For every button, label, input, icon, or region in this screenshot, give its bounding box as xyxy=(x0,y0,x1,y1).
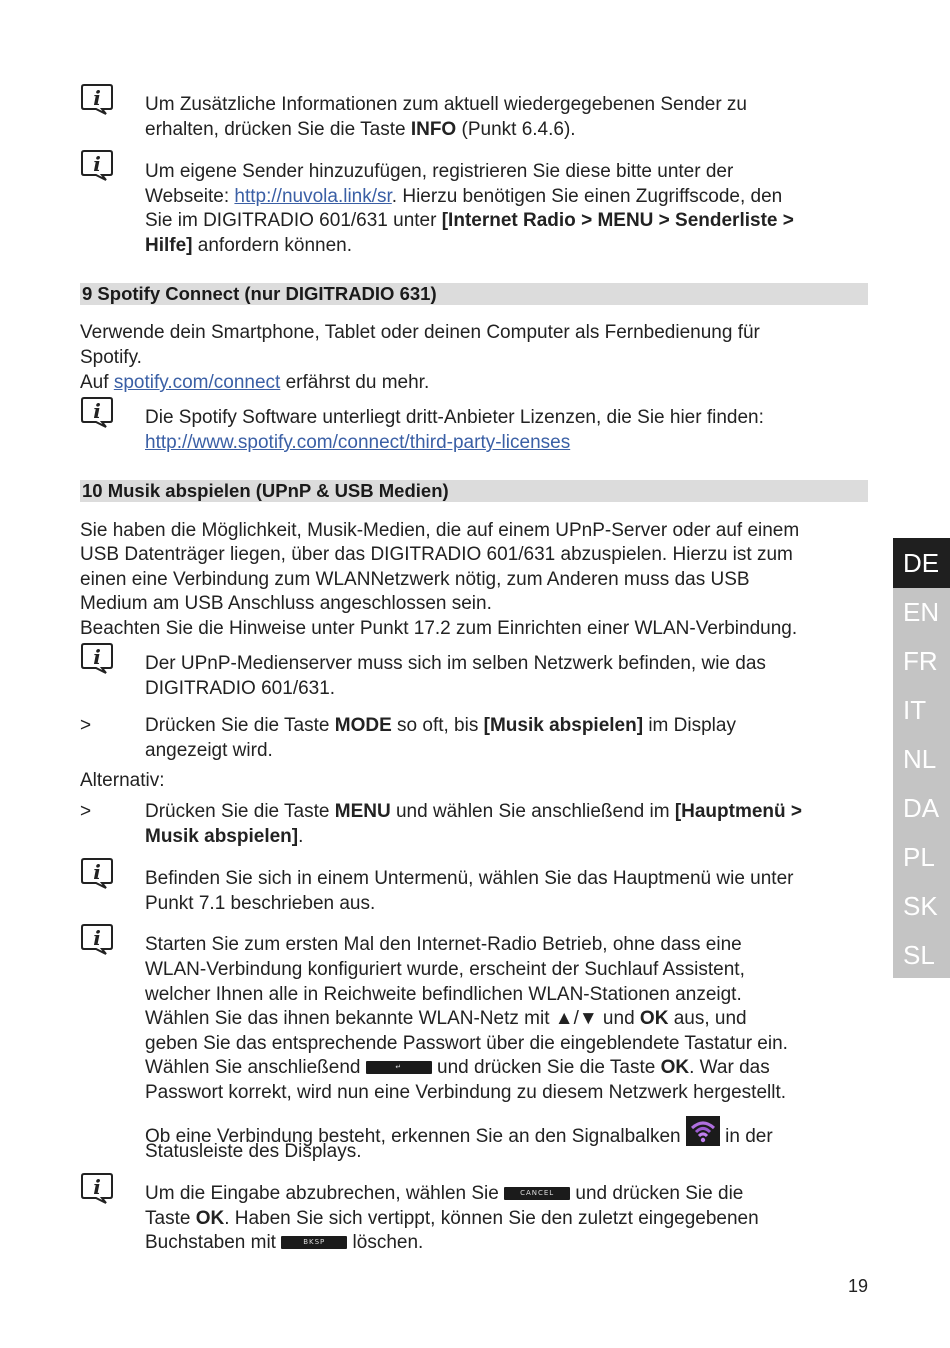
music-text-line-2: USB Datenträger liegen, über das DIGITRADIO 601/631 abzuspielen. Hierzu ist zum xyxy=(80,544,793,565)
info-icon xyxy=(80,856,114,890)
wlan-note-line-4: Wählen Sie das ihnen bekannte WLAN-Netz mit ▲/▼ und OK aus, und xyxy=(145,1008,747,1029)
spotify-text-line-3: Auf spotify.com/connect erfährst du mehr. xyxy=(80,372,430,393)
note-sender-line-1: Um eigene Sender hinzuzufügen, registrieren Sie diese bitte unter der xyxy=(145,161,734,182)
wlan-note-line-7: Passwort korrekt, wird nun eine Verbindung zu diesem Netzwerk hergestellt. xyxy=(145,1082,787,1103)
wlan-note-line-6: Wählen Sie anschließend ↵ und drücken Sie die Taste OK. War das xyxy=(145,1057,770,1078)
wlan-note-line-1: Starten Sie zum ersten Mal den Internet-Radio Betrieb, ohne dass eine xyxy=(145,934,742,955)
note-sender-line-3: Sie im DIGITRADIO 601/631 unter [Internet Radio > MENU > Senderliste > xyxy=(145,210,794,231)
info-icon xyxy=(80,148,114,182)
submenu-note-line-2: Punkt 7.1 beschrieben aus. xyxy=(145,893,376,914)
wlan-note-line-8: Ob eine Verbindung besteht, erkennen Sie an den Signalbalken in der xyxy=(145,1116,773,1150)
wlan-note-line-5: geben Sie das entsprechende Passwort über die eingeblendete Tastatur ein. xyxy=(145,1033,788,1054)
note-sender-line-4: Hilfe] anfordern können. xyxy=(145,235,353,256)
upnp-note-line-1: Der UPnP-Medienserver muss sich im selben Netzwerk befinden, wie das xyxy=(145,653,766,674)
spotify-text-line-1: Verwende dein Smartphone, Tablet oder deinen Computer als Fernbedienung für xyxy=(80,322,760,343)
language-tab-nl[interactable]: NL xyxy=(903,744,937,774)
up-down-arrow-icon: ▲/▼ xyxy=(554,1008,598,1029)
signal-bars-icon xyxy=(686,1116,720,1146)
spotify-connect-link[interactable]: spotify.com/connect xyxy=(113,372,281,393)
bullet-marker: > xyxy=(80,801,92,822)
language-tab-pl[interactable]: PL xyxy=(903,842,935,872)
enter-key-icon: ↵ xyxy=(366,1061,432,1074)
submenu-note-line-1: Befinden Sie sich in einem Untermenü, wählen Sie das Hauptmenü wie unter xyxy=(145,868,794,889)
language-tab-fr[interactable]: FR xyxy=(903,646,938,676)
info-icon xyxy=(80,395,114,429)
music-text-line-1: Sie haben die Möglichkeit, Musik-Medien, die auf einem UPnP-Server oder auf einem xyxy=(80,520,800,541)
section-9-heading: 9 Spotify Connect (nur DIGITRADIO 631) xyxy=(80,283,868,305)
language-tab-da[interactable]: DA xyxy=(903,793,940,823)
nuvola-link[interactable]: http://nuvola.link/sr xyxy=(234,186,392,207)
info-icon xyxy=(80,641,114,675)
music-text-line-4: Medium am USB Anschluss angeschlossen sein. xyxy=(80,593,492,614)
wlan-note-line-2: WLAN-Verbindung konfiguriert wurde, erscheint der Suchlauf Assistent, xyxy=(145,959,745,980)
info-icon xyxy=(80,1171,114,1205)
cancel-note-line-2: Taste OK. Haben Sie sich vertippt, können Sie den zuletzt eingegebenen xyxy=(145,1208,759,1229)
language-tab-sk[interactable]: SK xyxy=(903,891,938,921)
music-text-line-5: Beachten Sie die Hinweise unter Punkt 17.2 zum Einrichten einer WLAN-Verbindung. xyxy=(80,618,798,639)
spotify-licenses-link[interactable]: http://www.spotify.com/connect/third-party-licenses xyxy=(145,432,571,453)
spotify-text-line-2: Spotify. xyxy=(80,347,142,368)
svg-text:i: i xyxy=(93,152,101,176)
spotify-note-line-1: Die Spotify Software unterliegt dritt-Anbieter Lizenzen, die Sie hier finden: xyxy=(145,407,764,428)
step-2-line-2: Musik abspielen]. xyxy=(145,826,304,847)
svg-text:i: i xyxy=(93,645,101,669)
music-text-line-3: einen eine Verbindung zum WLANNetzwerk nötig, zum Anderen muss das USB xyxy=(80,569,750,590)
language-tab-en[interactable]: EN xyxy=(903,597,940,627)
step-1-line-2: angezeigt wird. xyxy=(145,740,273,761)
note-info-line-2: erhalten, drücken Sie die Taste INFO (Punkt 6.4.6). xyxy=(145,119,576,140)
info-icon xyxy=(80,82,114,116)
svg-text:i: i xyxy=(93,1175,101,1199)
svg-text:i: i xyxy=(93,860,101,884)
wlan-note-line-3: welcher Ihnen alle in Reichweite befindlichen WLAN-Stationen anzeigt. xyxy=(145,984,742,1005)
spotify-note-line-2 xyxy=(145,431,570,456)
note-sender-line-2: Webseite: http://nuvola.link/sr. Hierzu benötigen Sie einen Zugriffscode, den xyxy=(145,186,783,207)
page-number: 19 xyxy=(848,1276,869,1296)
step-2-line-1: Drücken Sie die Taste MENU und wählen Sie anschließend im [Hauptmenü > xyxy=(145,801,803,822)
cancel-note-line-3: Buchstaben mit BKSP löschen. xyxy=(145,1232,424,1253)
svg-text:i: i xyxy=(93,926,101,950)
step-1-line-1: Drücken Sie die Taste MODE so oft, bis [Musik abspielen] im Display xyxy=(145,715,736,736)
note-info-line-1: Um Zusätzliche Informationen zum aktuell wiedergegebenen Sender zu xyxy=(145,94,747,115)
svg-text:i: i xyxy=(93,399,101,423)
cancel-key-icon: CANCEL xyxy=(504,1187,570,1200)
wlan-note-line-9: Statusleiste des Displays. xyxy=(145,1141,362,1162)
cancel-note-line-1: Um die Eingabe abzubrechen, wählen Sie CANCEL und drücken Sie die xyxy=(145,1183,744,1204)
language-tab-de[interactable]: DE xyxy=(903,548,940,578)
alternative-label: Alternativ: xyxy=(80,770,165,791)
bullet-marker: > xyxy=(80,715,92,736)
svg-text:i: i xyxy=(93,86,101,110)
language-tab-sl[interactable]: SL xyxy=(903,940,935,970)
info-icon xyxy=(80,922,114,956)
language-tab-it[interactable]: IT xyxy=(903,695,927,725)
section-10-heading: 10 Musik abspielen (UPnP & USB Medien) xyxy=(80,480,868,502)
backspace-key-icon: BKSP xyxy=(281,1236,347,1249)
upnp-note-line-2: DIGITRADIO 601/631. xyxy=(145,678,336,699)
